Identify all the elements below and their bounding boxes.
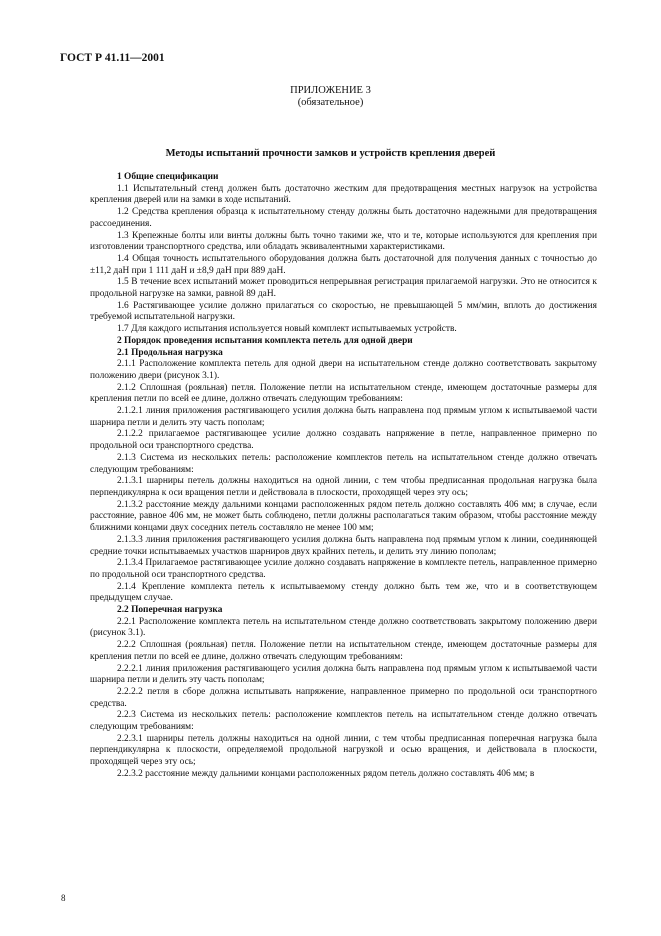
paragraph: 2.1.2 Сплошная (рояльная) петля. Положение петли на испытательном стенде, имеющем достаточные размеры для крепления петли по всей ее длине, должно отвечать следующим требованиям:	[90, 382, 597, 405]
paragraph: 1.6 Растягивающее усилие должно прилагаться со скоростью, не превышающей 5 мм/мин, вплоть до достижения требуемой испытательной нагрузки.	[90, 300, 597, 323]
paragraph: 2.1.4 Крепление комплекта петель к испытываемому стенду должно быть тем же, что и в соответствующем предыдущем случае.	[90, 581, 597, 604]
document-body	[90, 172, 597, 781]
paragraph: 1.5 В течение всех испытаний может проводиться непрерывная регистрация прилагаемой нагрузки. Это не относится к продольной нагрузке на замки, равной 89 даН.	[90, 277, 597, 300]
section-heading: 2.2 Поперечная нагрузка	[117, 605, 223, 616]
paragraph: 1.7 Для каждого испытания используется новый комплект испытываемых устройств.	[117, 324, 457, 335]
paragraph: 2.1.3 Система из нескольких петель: расположение комплектов петель на испытательном стенде должно отвечать следующим требованиям:	[90, 452, 597, 475]
paragraph: 1.1 Испытательный стенд должен быть достаточно жестким для предотвращения местных нагрузок на устройства крепления дверей или на замки в ходе испытаний.	[90, 183, 597, 206]
paragraph: 2.1.3.2 расстояние между дальними концами расположенных рядом петель должно составлять 406 мм; в случае, если расстояние, равное 406 мм, не может быть соблюдено, петли должны располагаться таким образом, чтобы расстояние между ближними концами двух соседних петель составляло не менее 100 мм;	[90, 499, 597, 534]
paragraph: 2.2.2 Сплошная (рояльная) петля. Положение петли на испытательном стенде, имеющем достаточные размеры для крепления петли по всей ее длине, должно отвечать следующим требованиям:	[90, 640, 597, 662]
section-heading: 2.1 Продольная нагрузка	[117, 347, 223, 358]
paragraph: 2.2.3.1 шарниры петель должны находиться на одной линии, с тем чтобы предписанная поперечная нагрузка была перпендикулярна к плоскости, определяемой продольной нагрузкой и осью вращения, и действовала в плоскости, проходящей через эту ось;	[90, 733, 597, 768]
paragraph: 2.2.3 Система из нескольких петель: расположение комплектов петель на испытательном стенде должно отвечать следующим требованиям:	[90, 710, 597, 733]
document-title: Методы испытаний прочности замков и устройств крепления дверей	[165, 148, 496, 159]
paragraph: 2.1.3.4 Прилагаемое растягивающее усилие должно создавать напряжение в комплекте петель, направленное примерно по продольной оси транспортного средства.	[90, 558, 597, 580]
paragraph: 2.1.3.1 шарниры петель должны находиться на одной линии, с тем чтобы предписанная продольная нагрузка была перпендикулярна к оси вращения петли и действовала в плоскости, проходящей через эту ось;	[90, 476, 597, 498]
section-heading: 1 Общие спецификации	[117, 172, 219, 182]
paragraph: 2.1.2.1 линия приложения растягивающего усилия должна быть направлена под прямым углом к испытываемой части шарнира петли и делить эту часть пополам;	[90, 406, 597, 428]
annex-label: ПРИЛОЖЕНИЕ 3	[290, 85, 371, 96]
paragraph: 2.2.1 Расположение комплекта петель на испытательном стенде должно соответствовать закрытому положению двери (рисунок 3.1).	[90, 616, 597, 639]
annex-note: (обязательное)	[297, 97, 364, 108]
standard-code: ГОСТ Р 41.11—2001	[60, 52, 165, 64]
paragraph: 2.1.2.2 прилагаемое растягивающее усилие должно создавать напряжение в петле, направленное примерно по продольной оси транспортного средства.	[90, 429, 597, 452]
paragraph: 2.2.2.2 петля в сборе должна испытывать напряжение, направленное примерно по продольной оси транспортного средства.	[90, 686, 597, 709]
paragraph: 2.1.3.3 линия приложения растягивающего усилия должна быть направлена под прямым углом к линии, соединяющей средние точки испытываемых участков шарниров двух крайних петель, и делить эту линию пополам;	[90, 534, 597, 557]
paragraph: 2.1.1 Расположение комплекта петель для одной двери на испытательном стенде должно соответствовать закрытому положению двери (рисунок 3.1).	[90, 359, 597, 381]
section-heading: 2 Порядок проведения испытания комплекта петель для одной двери	[117, 335, 413, 346]
paragraph: 2.2.2.1 линия приложения растягивающего усилия должна быть направлена под прямым углом к испытываемой части шарнира петли и делить эту часть пополам;	[90, 663, 597, 686]
paragraph: 1.4 Общая точность испытательного оборудования должна быть достаточной для получения данных с точностью до ±11,2 даН при 1 111 даН и ±8,9 даН при 889 даН.	[90, 253, 597, 276]
annex-heading	[0, 85, 661, 109]
paragraph: 1.3 Крепежные болты или винты должны быть точно такими же, что и те, которые используются для крепления при изготовлении транспортного средства, или обладать эквивалентными характеристиками.	[90, 230, 597, 253]
paragraph: 2.2.3.2 расстояние между дальними концами расположенных рядом петель должно составлять 406 мм; в	[117, 768, 535, 779]
paragraph: 1.2 Средства крепления образца к испытательному стенду должны быть достаточно надежными для предотвращения рассоединения.	[90, 207, 597, 229]
page-number: 8	[61, 893, 66, 903]
